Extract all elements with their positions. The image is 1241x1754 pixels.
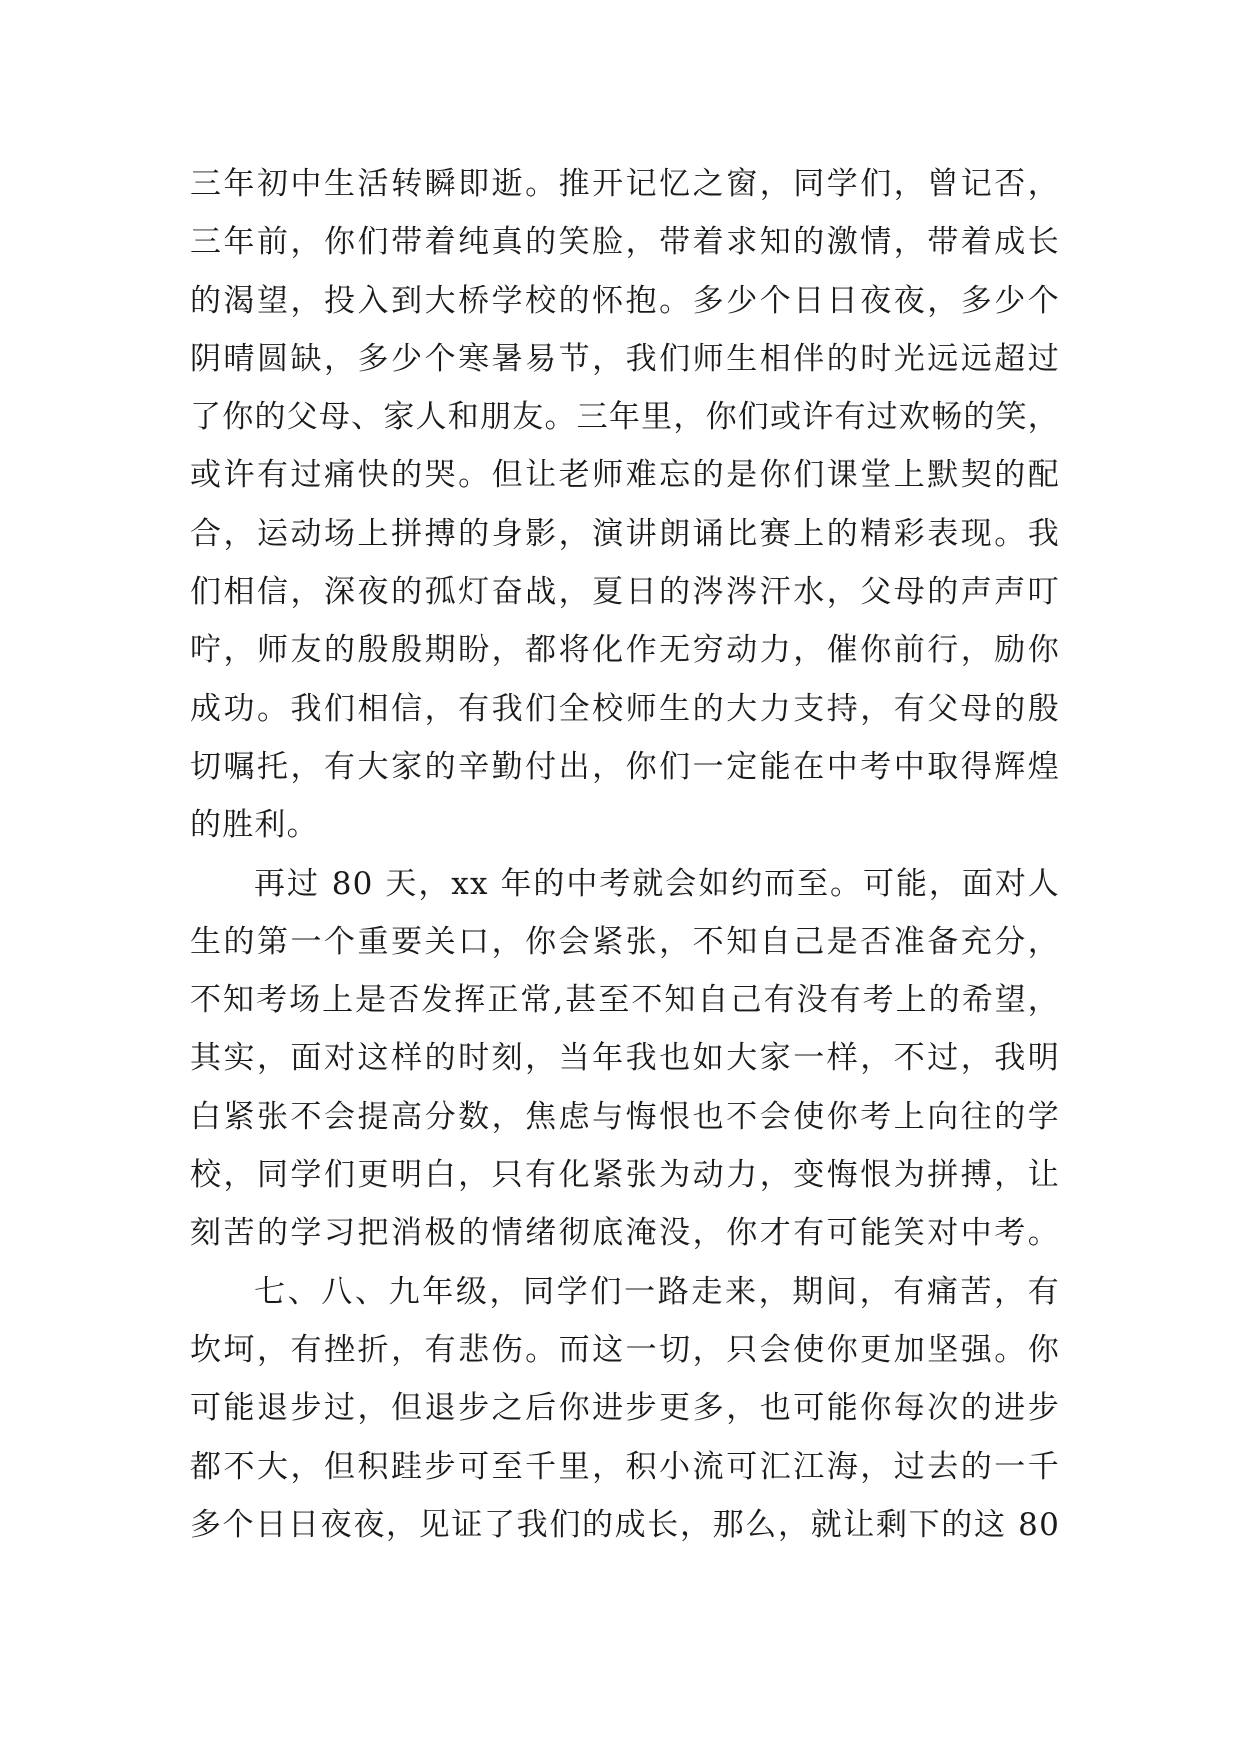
text-line: 合，运动场上拼搏的身影，演讲朗诵比赛上的精彩表现。我 <box>190 515 1060 552</box>
text-line: 三年前，你们带着纯真的笑脸，带着求知的激情，带着成长 <box>190 224 1060 261</box>
text-line: 阴晴圆缺，多少个寒暑易节，我们师生相伴的时光远远超过 <box>190 340 1060 377</box>
text-line: 成功。我们相信，有我们全校师生的大力支持，有父母的殷 <box>190 690 1060 727</box>
paragraph-2 <box>190 855 1060 1263</box>
paragraph-3 <box>190 1263 1060 1554</box>
body-text <box>190 155 1060 1554</box>
text-line: 校，同学们更明白，只有化紧张为动力，变悔恨为拼搏，让 <box>190 1157 1060 1194</box>
text-line: 三年初中生活转瞬即逝。推开记忆之窗，同学们，曾记否， <box>190 166 1060 202</box>
text-line: 七、八、九年级，同学们一路走来，期间，有痛苦，有 <box>254 1273 1060 1310</box>
text-line: 坎坷，有挫折，有悲伤。而这一切，只会使你更加坚强。你 <box>190 1331 1060 1368</box>
text-line: 的渴望，投入到大桥学校的怀抱。多少个日日夜夜，多少个 <box>190 282 1060 319</box>
text-line: 多个日日夜夜，见证了我们的成长，那么，就让剩下的这 80 <box>190 1506 1060 1543</box>
text-line: 或许有过痛快的哭。但让老师难忘的是你们课堂上默契的配 <box>190 457 1060 494</box>
text-line: 了你的父母、家人和朋友。三年里，你们或许有过欢畅的笑， <box>190 399 1060 436</box>
text-line: 可能退步过，但退步之后你进步更多，也可能你每次的进步 <box>190 1390 1060 1427</box>
text-line: 切嘱托，有大家的辛勤付出，你们一定能在中考中取得辉煌 <box>190 748 1060 785</box>
text-line: 生的第一个重要关口，你会紧张，不知自己是否准备充分， <box>190 923 1060 960</box>
text-line: 们相信，深夜的孤灯奋战，夏日的涔涔汗水，父母的声声叮 <box>190 574 1060 611</box>
text-line: 再过 80 天，xx 年的中考就会如约而至。可能，面对人 <box>254 865 1060 902</box>
text-line: 白紧张不会提高分数，焦虑与悔恨也不会使你考上向往的学 <box>190 1098 1060 1135</box>
text-line: 刻苦的学习把消极的情绪彻底淹没，你才有可能笑对中考。 <box>190 1215 1060 1252</box>
text-line: 咛，师友的殷殷期盼，都将化作无穷动力，催你前行，励你 <box>190 632 1060 669</box>
text-line: 其实，面对这样的时刻，当年我也如大家一样，不过，我明 <box>190 1040 1060 1077</box>
text-line: 的胜利。 <box>190 807 319 844</box>
paragraph-1 <box>190 155 1060 855</box>
text-line: 都不大，但积跬步可至千里，积小流可汇江海，过去的一千 <box>190 1448 1060 1485</box>
text-line: 不知考场上是否发挥正常,甚至不知自己有没有考上的希望， <box>190 982 1060 1019</box>
